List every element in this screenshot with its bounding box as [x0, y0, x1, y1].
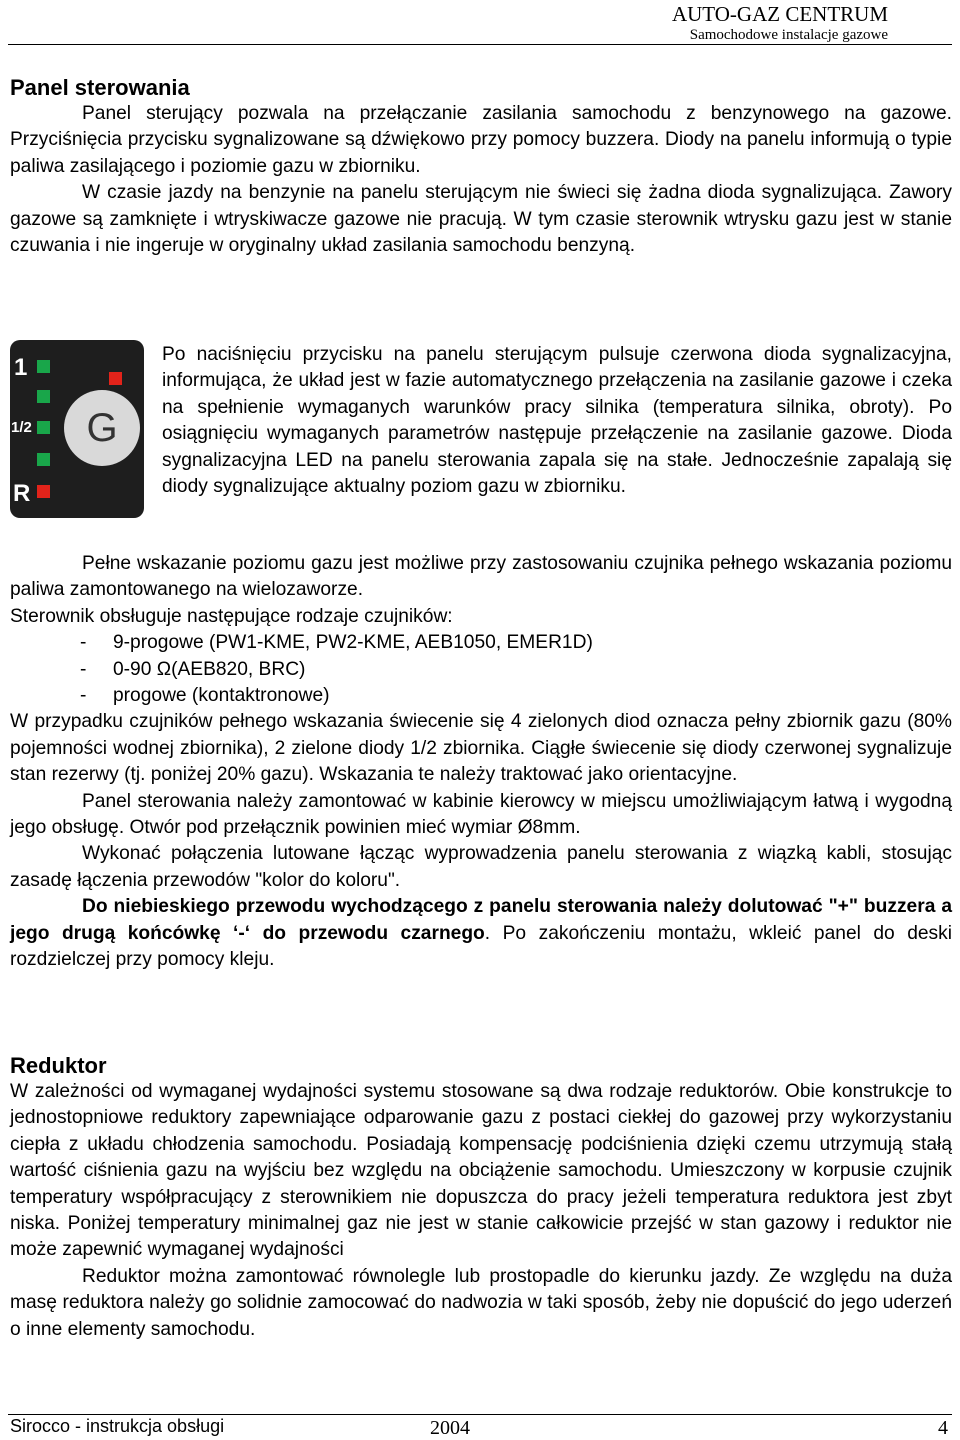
sensor-list-item: - 9-progowe (PW1-KME, PW2-KME, AEB1050, EMER1D): [80, 632, 593, 654]
section-panel-intro: [10, 75, 952, 259]
paragraph: W zależności od wymaganej wydajności systemu stosowane są dwa rodzaje reduktorów. Obie konstrukcje to jednostopniowe reduktory zapewniające odparowanie gazu z postaci ciekłej do gazowej przy wykorzystaniu ciepła z układu chłodzenia samochodu. Posiadają kompensację podciśnienia dzięki czemu utrzymują stałą wartość ciśnienia gazu na wyjściu bez względu na obciążenie samochodu. Umieszczony w korpusie czujnik temperatury współpracujący z sterownikiem nie dopuszcza do pracy jeżeli temperatura reduktora jest zbyt niska. Poniżej temperatury minimalnej gaz nie jest w stanie całkowicie przejść w stan gazowy i reduktor nie może zapewnić wymaganej wydajności: [10, 1081, 952, 1261]
paragraph: W czasie jazdy na benzynie na panelu sterującym nie świeci się żadna dioda sygnalizująca. Zawory gazowe są zamknięte i wtryskiwacze gazowe nie pracują. W tym czasie sterownik wtrysku gazu jest w stanie czuwania i nie ingeruje w oryginalny układ zasilania samochodu benzyną.: [10, 182, 952, 257]
paragraph: Reduktor można zamontować równolegle lub prostopadle do kierunku jazdy. Ze względu na duża masę reduktora należy go solidnie zamocować do nadwozia w taki sposób, żeby nie dopuścić do jego uderzeń o inne elementy samochodu.: [10, 1265, 952, 1340]
footer-document-title: Sirocco - instrukcja obsługi: [10, 1416, 225, 1436]
panel-label-full: 1: [14, 354, 28, 381]
footer-rule: [8, 1414, 952, 1415]
wiring-note-bold: Do niebieskiego przewodu wychodzącego z panelu sterowania należy dolutować "+" buzzera a jego drugą końcówkę ‘-‘ do przewodu czarnego: [10, 896, 952, 944]
section-panel-details: [10, 551, 952, 974]
paragraph: Wykonać połączenia lutowane łącząc wyprowadzenia panelu sterowania z wiązką kabli, stosując zasadę łączenia przewodów "kolor do koloru".: [10, 843, 952, 891]
header-subtitle: Samochodowe instalacje gazowe: [689, 27, 888, 43]
paragraph-wiring-note: [10, 894, 952, 973]
paragraph: W przypadku czujników pełnego wskazania świecenie się 4 zielonych diod oznacza pełny zbiornik gazu (80% pojemności wodnej zbiornika), 2 zielone diody 1/2 zbiornika. Ciągłe świecenie się diody czerwonej sygnalizuje stan rezerwy (tj. poniżej 20% gazu). Wskazania te należy traktować jako orientacyjne.: [10, 711, 952, 786]
paragraph: Sterownik obsługuje następujące rodzaje czujników:: [10, 605, 453, 627]
sensor-list-item: - 0-90 Ω(AEB820, BRC): [80, 658, 306, 680]
panel-label-half: 1/2: [11, 419, 32, 436]
led-green-4: [37, 453, 50, 466]
led-green-1: [37, 360, 50, 373]
section-reductor: [10, 1053, 952, 1343]
paragraph: Panel sterowania należy zamontować w kabinie kierowcy w miejscu umożliwiającym łatwą i wygodną jego obsługę. Otwór pod przełącznik powinien mieć wymiar Ø8mm.: [10, 790, 952, 839]
paragraph: Pełne wskazanie poziomu gazu jest możliwe przy zastosowaniu czujnika pełnego wskazania poziomu paliwa zamontowanego na wielozaworze.: [10, 553, 952, 601]
sensor-list-item: - progowe (kontaktronowe): [80, 685, 330, 707]
wiring-note-rest: . Po zakończeniu montażu, wkleić panel do deski rozdzielczej przy pomocy kleju.: [10, 922, 953, 971]
paragraph-panel-description: Po naciśnięciu przycisku na panelu sterującym pulsuje czerwona dioda sygnalizacyjna, informująca, że układ jest w fazie automatycznego przełączenia na zasilanie gazowe i czeka na spełnienie wymaganych warunków pracy silnika (temperatura silnika, obroty). Po osiągnięciu wymaganych parametrów następuje przełączenie na zasilanie gazowe. Dioda sygnalizacyjna LED na panelu sterowania zapala się na stałe. Jednocześnie zapalają się diody sygnalizujące aktualny poziom gazu w zbiorniku.: [162, 344, 952, 498]
led-green-3: [37, 421, 50, 434]
footer-page-number: 4: [938, 1417, 948, 1439]
header-rule: [8, 44, 952, 45]
led-red-reserve: [37, 485, 50, 498]
page-header: [672, 2, 888, 44]
gas-switch-button: G: [64, 390, 140, 466]
section-title-reductor: Reduktor: [10, 1053, 107, 1078]
header-brand: AUTO-GAZ CENTRUM: [671, 2, 888, 26]
led-green-2: [37, 390, 50, 403]
section-title-panel: Panel sterowania: [10, 75, 190, 100]
paragraph: Panel sterujący pozwala na przełączanie zasilania samochodu z benzynowego na gazowe. Przyciśnięcia przycisku sygnalizowane są dźwiękowo przy pomocy buzzera. Diody na panelu informują o typie paliwa zasilającego i poziomie gazu w zbiorniku.: [10, 103, 952, 177]
footer-year: 2004: [430, 1417, 470, 1439]
led-red-status: [109, 372, 122, 385]
panel-label-reserve: R: [13, 480, 31, 507]
